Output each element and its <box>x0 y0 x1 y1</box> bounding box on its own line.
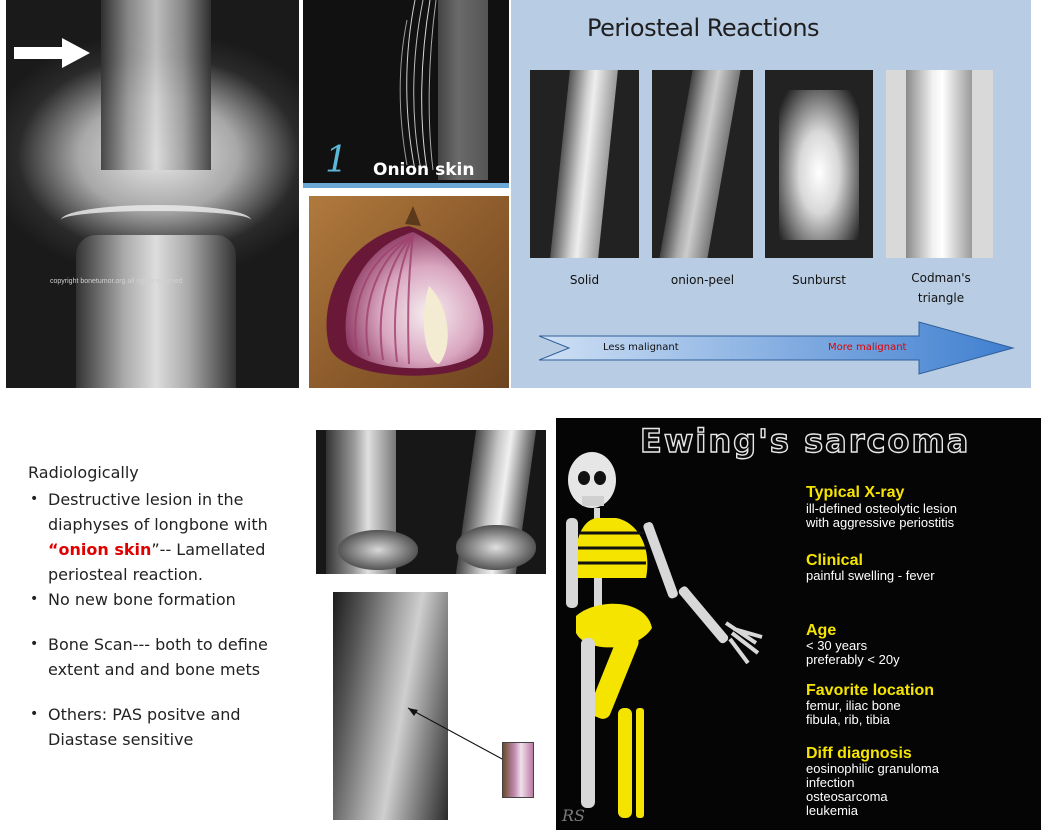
notes-heading: Radiologically <box>28 463 139 482</box>
note-bullet-lesion <box>28 487 298 587</box>
skeleton-illustration <box>556 438 806 830</box>
sunburst-xray-image <box>765 70 873 258</box>
onion-peel-xray-image <box>652 70 753 258</box>
typical-xray-heading: Typical X-ray <box>806 484 905 501</box>
figure-number: 1 <box>325 140 348 181</box>
notes-list <box>28 487 298 752</box>
bone-cortex-strip <box>438 0 488 180</box>
note-text: Destructive lesion in the diaphyses of longbone with <box>48 490 268 534</box>
label-sunburst: Sunburst <box>792 273 846 287</box>
knee-xray-image <box>6 0 299 388</box>
femur-shaft-shape <box>101 0 211 170</box>
note-bullet-bone-scan: • Bone Scan--- both to define extent and and bone mets <box>28 632 298 682</box>
onion-inset-image <box>502 742 534 798</box>
diff-diagnosis-heading: Diff diagnosis <box>806 745 912 762</box>
diff-diagnosis-line3: osteosarcoma <box>806 789 888 804</box>
clinical-line1: painful swelling - fever <box>806 568 935 583</box>
onion-skin-caption: Onion skin <box>373 160 475 180</box>
diff-diagnosis-line1: eosinophilic granuloma <box>806 761 939 776</box>
radiology-notes <box>28 460 298 752</box>
onion-illustration <box>309 196 509 388</box>
favorite-location-line2: fibula, rib, tibia <box>806 712 890 727</box>
label-codmans-triangle: Codman's triangle <box>911 271 971 305</box>
diff-diagnosis-line2: infection <box>806 775 855 790</box>
copyright-text: copyright bonetumor.org all rights reserved <box>50 278 183 285</box>
diff-diagnosis-line4: leukemia <box>806 803 859 818</box>
onion-photo <box>309 196 509 388</box>
tibia-shape <box>76 235 236 388</box>
age-heading: Age <box>806 622 837 639</box>
periosteal-reactions-slide <box>511 0 1031 388</box>
more-malignant-label: More malignant <box>828 342 907 353</box>
codmans-triangle-xray-image <box>886 70 993 258</box>
white-arrow-icon <box>14 38 94 68</box>
note-bullet-no-new-bone: • No new bone formation <box>28 587 298 612</box>
label-onion-peel: onion-peel <box>670 273 735 287</box>
typical-xray-line2: with aggressive periostitis <box>806 515 955 530</box>
ewing-title: Ewing's sarcoma <box>640 422 971 460</box>
typical-xray-line1: ill-defined osteolytic lesion <box>806 501 958 516</box>
onion-skin-xray-image <box>303 0 509 188</box>
less-malignant-label: Less malignant <box>603 342 679 353</box>
ewings-sarcoma-slide <box>556 418 1041 830</box>
favorite-location-line1: femur, iliac bone <box>806 698 901 713</box>
favorite-location-heading: Favorite location <box>806 682 935 699</box>
label-solid: Solid <box>569 273 600 287</box>
leg-xray-image <box>316 430 546 574</box>
note-text: ”-- Lamellated periosteal reaction. <box>48 540 266 584</box>
slide-title: Periosteal Reactions <box>587 14 820 42</box>
onion-skin-highlight: “onion skin <box>48 540 152 559</box>
pointer-arrow-icon <box>400 700 510 765</box>
note-bullet-others: • Others: PAS positve and Diastase sensitive <box>28 702 298 752</box>
caption-bar <box>303 183 509 188</box>
solid-xray-image <box>530 70 639 258</box>
clinical-heading: Clinical <box>806 552 863 569</box>
age-line1: < 30 years <box>806 638 868 653</box>
knee-joint-shape <box>61 205 251 235</box>
age-line2: preferably < 20y <box>806 652 900 667</box>
author-signature: RS <box>562 806 586 825</box>
